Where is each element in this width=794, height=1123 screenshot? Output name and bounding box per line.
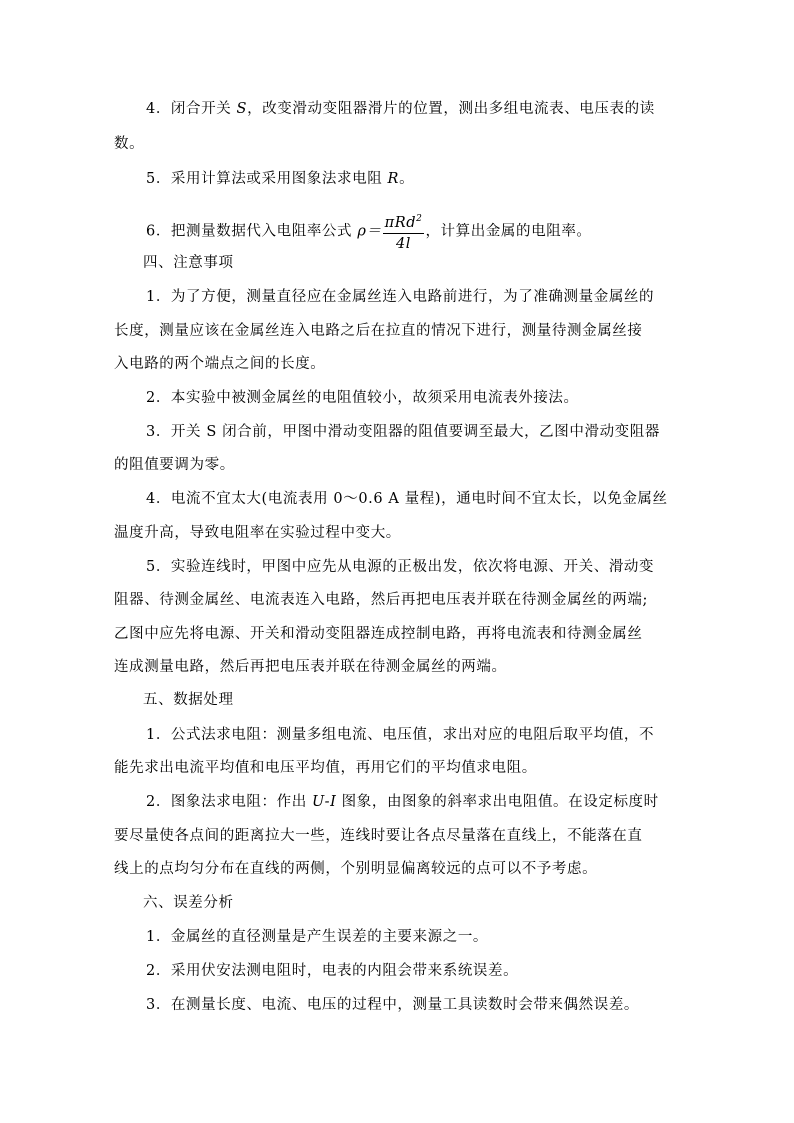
step-5: 5．采用计算法或采用图象法求电阻 R。	[146, 171, 415, 187]
section-4-p5-line-2: 阻器、待测金属丝、电流表连入电路，然后再把电压表并联在待测金属丝的两端;	[114, 592, 648, 608]
section-5-p1-line-1: 1．公式法求电阻：测量多组电流、电压值，求出对应的电阻后取平均值，不	[146, 727, 655, 743]
section-5-p1-line-2: 能先求出电流平均值和电压平均值，再用它们的平均值求电阻。	[114, 760, 537, 776]
section-4-p5-line-3: 乙图中应先将电源、开关和滑动变阻器连成控制电路，再将电流表和待测金属丝	[114, 626, 643, 642]
step-4-line-1: 4．闭合开关 S，改变滑动变阻器滑片的位置，测出多组电流表、电压表的读	[146, 101, 655, 117]
section-6-p2: 2．采用伏安法测电阻时，电表的内阻会带来系统误差。	[146, 963, 519, 979]
section-4-p3-line-2: 的阻值要调为零。	[114, 457, 235, 473]
section-4-title: 四、注意事项	[143, 255, 234, 271]
step-6: 6．把测量数据代入电阻率公式 ρ＝ $\frac{\pi Rd^2}{4l}$ ，计算出金属的电阻率。	[146, 210, 794, 253]
section-4-p3-line-1: 3．开关 S 闭合前，甲图中滑动变阻器的阻值要调至最大，乙图中滑动变阻器	[146, 424, 660, 440]
section-5-title: 五、数据处理	[143, 692, 234, 708]
section-4-p1-line-1: 1．为了方便，测量直径应在金属丝连入电路前进行，为了准确测量金属丝的	[146, 289, 655, 305]
section-6-title: 六、误差分析	[143, 895, 234, 911]
section-5-p2-line-2: 要尽量使各点间的距离拉大一些，连线时要让各点尽量落在直线上，不能落在直	[114, 828, 643, 844]
section-4-p2: 2．本实验中被测金属丝的电阻值较小，故须采用电流表外接法。	[146, 390, 579, 406]
u-i-symbol: U-I	[312, 794, 337, 810]
section-4-p4-line-2: 温度升高，导致电阻率在实验过程中变大。	[114, 525, 401, 541]
rho-symbol: ρ＝	[357, 223, 382, 240]
section-6-p3: 3．在测量长度、电流、电压的过程中，测量工具读数时会带来偶然误差。	[146, 997, 640, 1013]
section-6-p1: 1．金属丝的直径测量是产生误差的主要来源之一。	[146, 929, 489, 945]
resistivity-formula: $\frac{\pi Rd^2}{4l}$	[383, 210, 425, 253]
switch-symbol: S	[236, 101, 248, 117]
step-4-line-2: 数。	[114, 136, 145, 152]
section-4-p1-line-2: 长度，测量应该在金属丝连入电路之后在拉直的情况下进行，测量待测金属丝接	[114, 323, 643, 339]
section-4-p1-line-3: 入电路的两个端点之间的长度。	[114, 356, 326, 372]
section-4-p5-line-1: 5．实验连线时，甲图中应先从电源的正极出发，依次将电源、开关、滑动变	[146, 559, 655, 575]
section-5-p2-line-1: 2．图象法求电阻：作出 U-I 图象，由图象的斜率求出电阻值。在设定标度时	[146, 794, 659, 810]
resistance-symbol: R	[387, 171, 400, 187]
section-5-p2-line-3: 线上的点均匀分布在直线的两侧，个别明显偏离较远的点可以不予考虑。	[114, 861, 598, 877]
section-4-p5-line-4: 连成测量电路，然后再把电压表并联在待测金属丝的两端。	[114, 659, 507, 675]
section-4-p4-line-1: 4．电流不宜太大(电流表用 0～0.6 A 量程)，通电时间不宜太长，以免金属丝	[146, 491, 668, 507]
